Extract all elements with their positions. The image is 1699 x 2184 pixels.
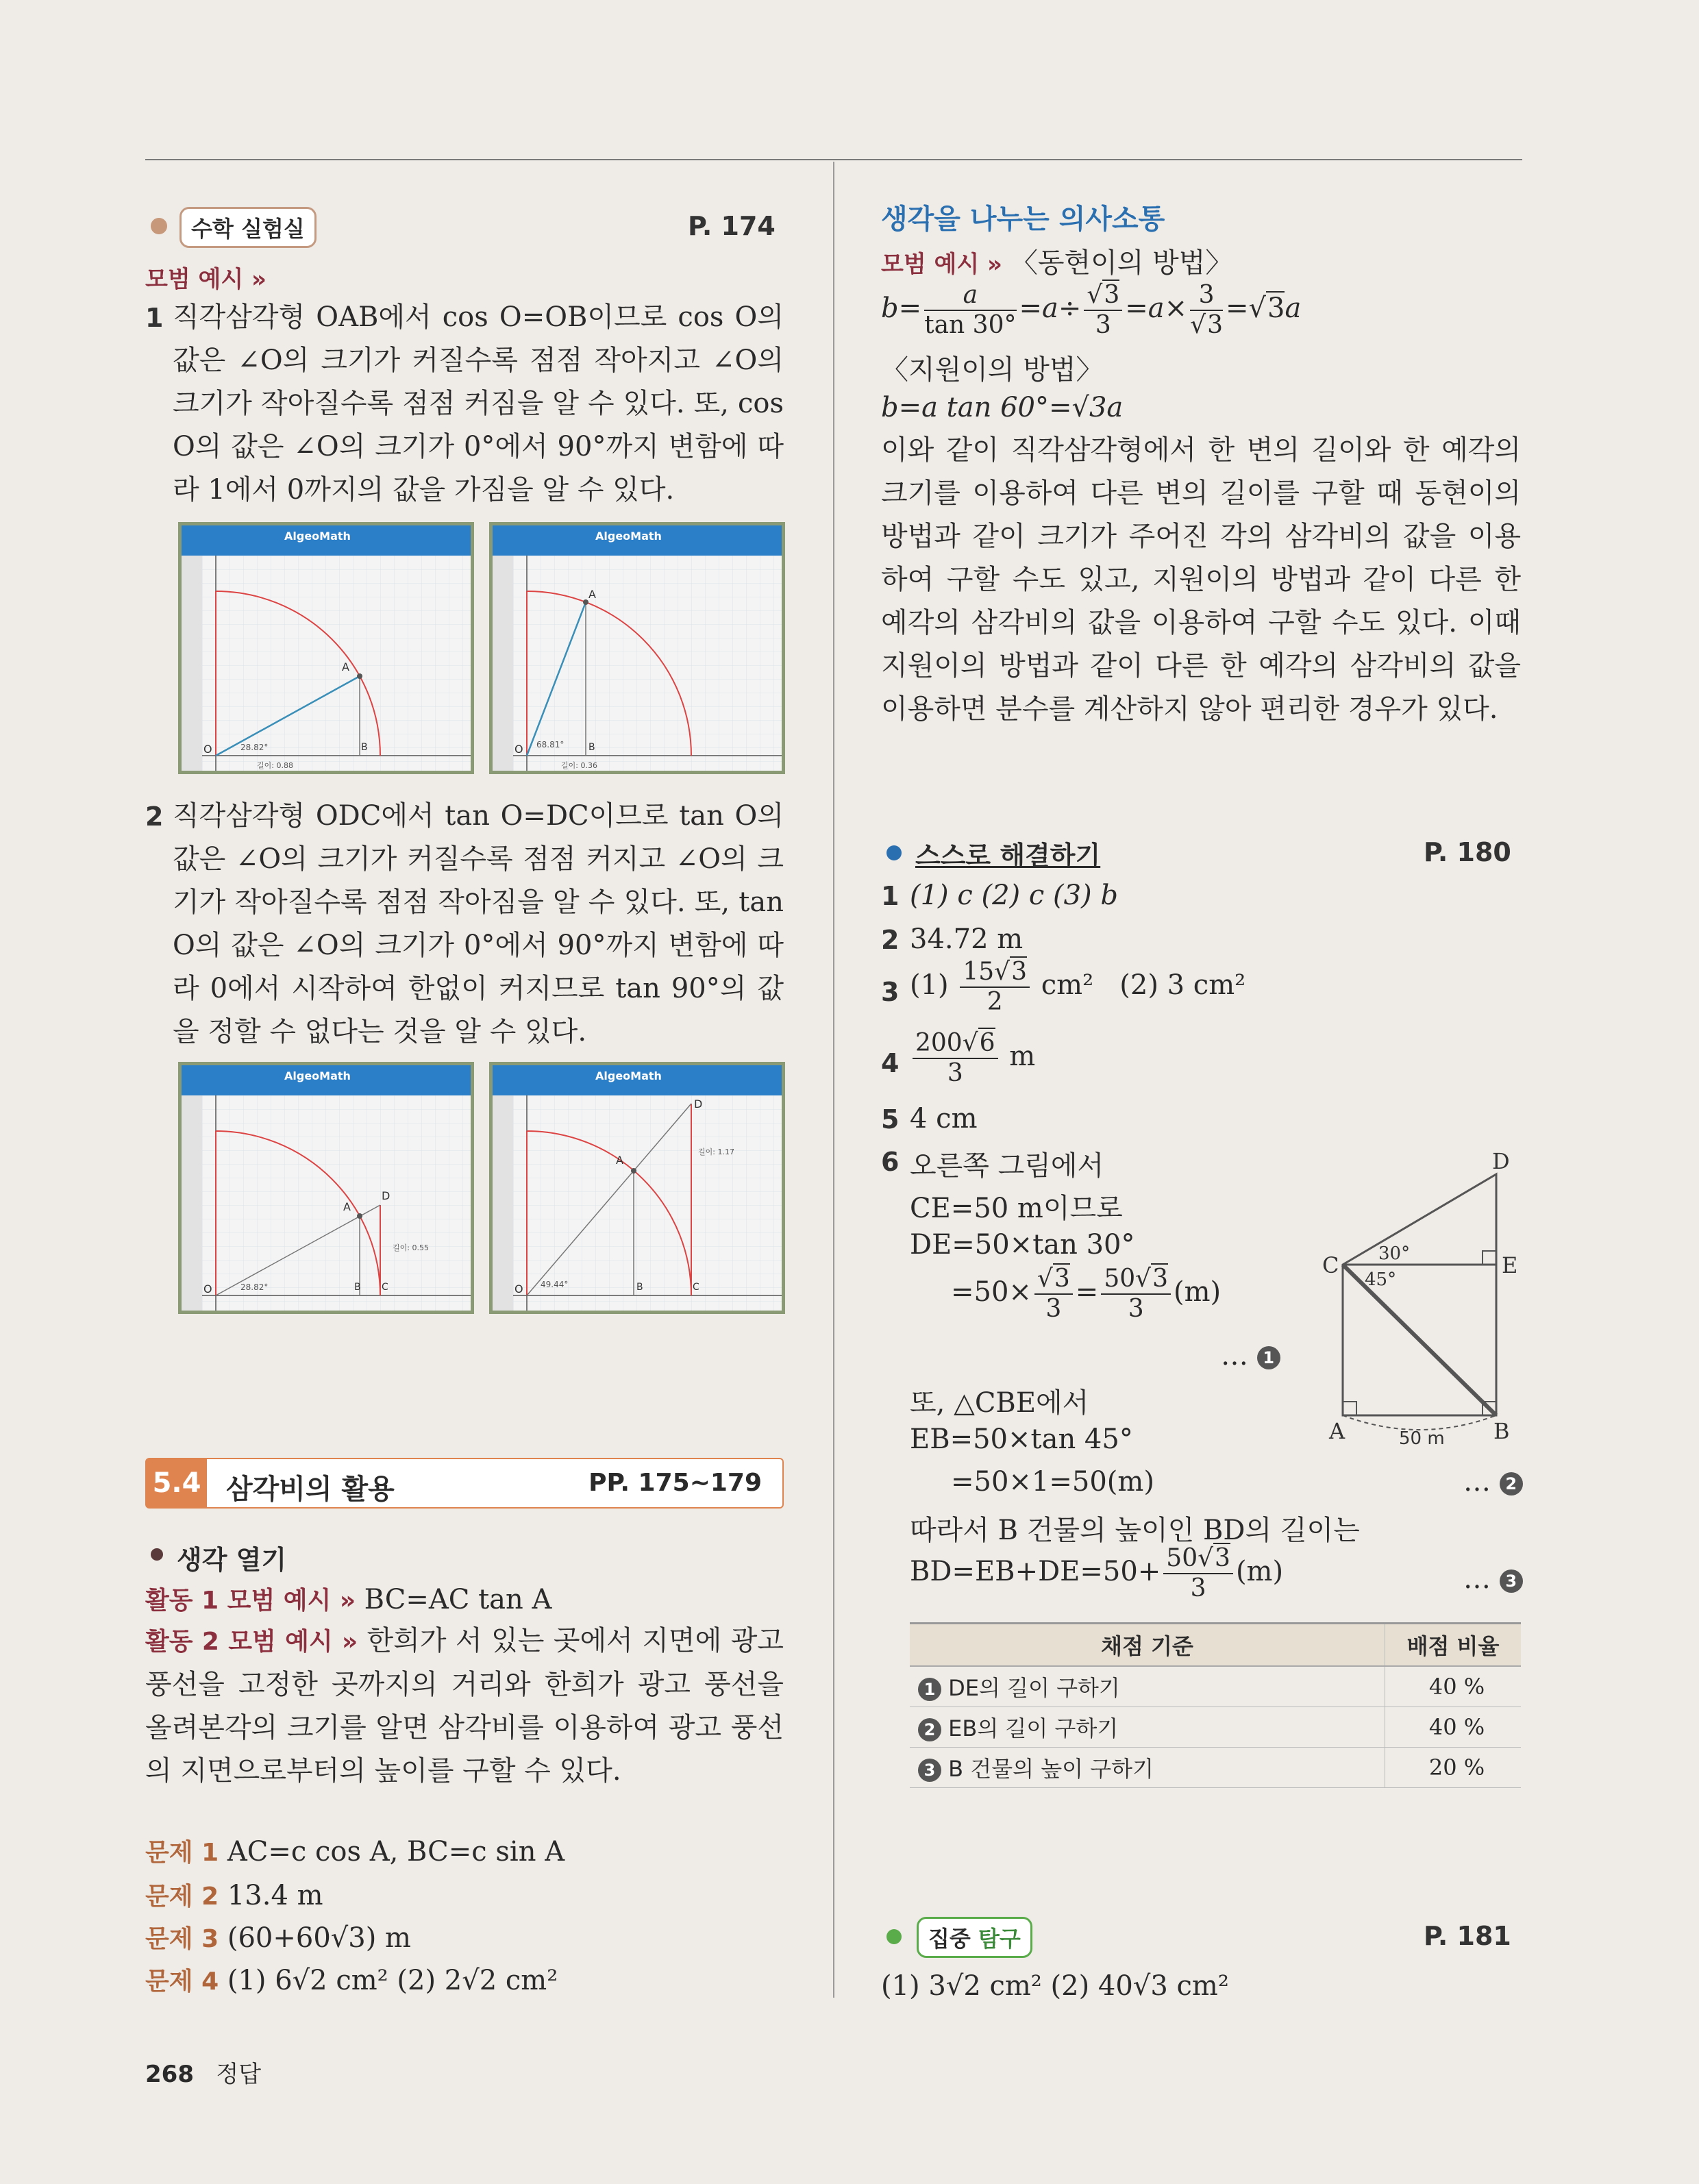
problem-2: 문제 2 13.4 m <box>145 1880 323 1911</box>
unit-circle-cos-graph <box>513 556 782 773</box>
focus-page-ref: P. 181 <box>1424 1921 1511 1951</box>
app-title: AlgeoMath <box>284 1069 351 1082</box>
lab-badge: 수학 실험실 <box>179 207 317 248</box>
svg-text:B: B <box>361 742 368 753</box>
svg-text:O: O <box>203 743 212 756</box>
svg-text:B: B <box>354 1282 361 1293</box>
answer-6-line-5: EB=50×tan 45° <box>910 1424 1133 1455</box>
algeomath-screenshot-1 <box>178 522 474 774</box>
svg-text:A: A <box>588 588 596 601</box>
angle-readout: 49.44° <box>541 1280 569 1289</box>
label-d: D <box>1492 1148 1510 1174</box>
comm-model-line: 모범 예시 » 〈동현이의 방법〉 <box>881 247 1233 279</box>
answer-6-line-6: =50×1=50(m) <box>951 1466 1154 1498</box>
angle-30: 30° <box>1378 1243 1411 1264</box>
problem-3: 문제 3 (60+60√3) m <box>145 1922 411 1954</box>
answer-6-line-7: 따라서 B 건물의 높이인 BD의 길이는 <box>910 1515 1360 1546</box>
answer-4-number: 4 <box>881 1048 900 1078</box>
lab-page-ref: P. 174 <box>688 211 776 241</box>
answer-5-number: 5 <box>881 1104 900 1134</box>
self-page-ref: P. 180 <box>1424 837 1511 867</box>
section-title: 삼각비의 활용 <box>226 1474 395 1505</box>
bullet-dot <box>151 218 167 234</box>
svg-text:A: A <box>616 1154 623 1167</box>
svg-text:O: O <box>203 1282 212 1295</box>
comm-title: 생각을 나누는 의사소통 <box>881 203 1165 235</box>
label-b: B <box>1493 1418 1510 1444</box>
answer-6-line-3: =50× $\frac{√3}{3}$ = $\frac{50√3}{3}$ (m) <box>951 1265 1221 1323</box>
answer-4: $\frac{200√6}{3}$ m <box>910 1029 1035 1088</box>
angle-readout: 68.81° <box>536 740 565 749</box>
svg-text:C: C <box>382 1282 388 1293</box>
unit-circle-tan-graph <box>202 1095 471 1313</box>
answer-2-number: 2 <box>881 925 900 955</box>
table-header-criteria: 채점 기준 <box>910 1624 1385 1667</box>
page-footer <box>145 2055 261 2089</box>
footer-label: 정답 <box>216 2061 262 2088</box>
answer-5: 4 cm <box>910 1103 978 1134</box>
step-marker-1: … 1 <box>1221 1340 1280 1372</box>
answer-1-number: 1 <box>881 881 900 911</box>
answer-6-intro: 오른쪽 그림에서 <box>910 1150 1104 1182</box>
donghyun-equation: b= $\frac{a}{\tan 30^\circ}$ =a÷ $\frac{√3}{3}$ =a× $\frac{3}{√3}$ =√3a <box>881 281 1302 339</box>
answer-3: (1) $\frac{15√3}{2}$ cm² (2) 3 cm² <box>910 958 1246 1016</box>
svg-text:D: D <box>382 1189 390 1202</box>
bullet-dot <box>886 1929 902 1944</box>
answer-6-number: 6 <box>881 1147 900 1177</box>
app-title: AlgeoMath <box>284 530 351 543</box>
answer-6-line-8: BD=EB+DE=50+ $\frac{50√3}{3}$ (m) <box>910 1544 1284 1602</box>
length-readout: 길이: 0.88 <box>257 761 293 770</box>
focus-badge: 집중 탐구 <box>917 1917 1032 1958</box>
comm-text: 이와 같이 직각삼각형에서 한 변의 길이와 한 예각의 크기를 이용하여 다른 변의 길이를 구할 때 동현이의 방법과 같이 크기가 주어진 각의 삼각비의 값을 이용하여 구할 수도 있고, 지원이의 방법과 같이 다른 한 예각의 삼각비의 값을 이용하여 구할 수도 있다. 이때 지원이의 방법과 같이 다른 한 예각의 삼각비의 값을 이용하면 분수를 계산하지 않아 편리한 경우가 있다. <box>881 434 1521 725</box>
bullet-dot <box>886 845 902 860</box>
activity-2: 활동 2 모범 예시 » 한희가 서 있는 곳에서 지면에 광고 풍선을 고정한 곳까지의 거리와 한희가 광고 풍선을 올려본각의 크기를 알면 삼각비를 이용하여 광고 풍선의 지면으로부터의 높이를 구할 수 있다. <box>145 1625 784 1787</box>
answer-6-line-4: 또, △CBE에서 <box>910 1387 1089 1419</box>
svg-text:B: B <box>636 1282 643 1293</box>
unit-circle-tan-graph <box>513 1095 782 1313</box>
label-c: C <box>1322 1252 1339 1278</box>
answer-2: 34.72 m <box>910 923 1024 955</box>
section-header <box>145 1458 784 1509</box>
page-number: 268 <box>145 2061 194 2088</box>
tool-sidebar <box>493 556 513 771</box>
app-title: AlgeoMath <box>595 1069 662 1082</box>
model-example-label: 모범 예시 » <box>145 266 267 293</box>
svg-text:O: O <box>514 743 523 756</box>
length-readout: 길이: 0.55 <box>393 1243 429 1252</box>
answer-1: (1) c (2) c (3) b <box>910 880 1118 911</box>
column-divider <box>833 162 834 1998</box>
label-e: E <box>1502 1252 1518 1278</box>
problem-1: 문제 1 AC=c cos A, BC=c sin A <box>145 1836 565 1867</box>
table-header-ratio: 배점 비율 <box>1385 1624 1522 1667</box>
svg-text:A: A <box>342 660 349 673</box>
section-pages: PP. 175~179 <box>588 1469 762 1497</box>
label-a: A <box>1329 1418 1345 1444</box>
jiwon-label: 〈지원이의 방법〉 <box>881 354 1104 386</box>
algeomath-screenshot-4 <box>489 1062 785 1314</box>
length-readout: 길이: 1.17 <box>698 1147 734 1156</box>
self-title: 스스로 해결하기 <box>915 841 1101 871</box>
table-row: 1 DE의 길이 구하기 40 % <box>910 1666 1521 1707</box>
focus-answer: (1) 3√2 cm² (2) 40√3 cm² <box>881 1970 1229 2002</box>
problem-4: 문제 4 (1) 6√2 cm² (2) 2√2 cm² <box>145 1965 558 1996</box>
tool-sidebar <box>182 556 202 771</box>
answer-6-line-1: CE=50 m이므로 <box>910 1193 1123 1224</box>
step-marker-3: … 3 <box>1463 1563 1523 1595</box>
item-2-number: 2 <box>145 802 164 832</box>
answer-3-number: 3 <box>881 977 900 1007</box>
app-title: AlgeoMath <box>595 530 662 543</box>
item-2-text: 직각삼각형 ODC에서 tan O=DC이므로 tan O의 값은 ∠O의 크기가 커질수록 점점 커지고 ∠O의 크기가 작아질수록 점점 작아짐을 알 수 있다. 또, tan O의 값은 ∠O의 크기가 0°에서 90°까지 변함에 따라 0에서 시작하여 한없이 커지므로 tan 90°의 값을 정할 수 없다는 것을 알 수 있다. <box>173 800 784 1047</box>
scoring-table <box>910 1622 1521 1788</box>
length-readout: 길이: 0.36 <box>561 761 597 770</box>
svg-text:A: A <box>343 1200 351 1213</box>
building-figure <box>1315 1148 1521 1450</box>
table-row: 2 EB의 길이 구하기 40 % <box>910 1707 1521 1748</box>
think-title: 생각 열기 <box>177 1545 287 1575</box>
svg-text:O: O <box>514 1282 523 1295</box>
step-marker-2: … 2 <box>1463 1466 1523 1498</box>
angle-readout: 28.82° <box>240 743 269 752</box>
svg-text:B: B <box>588 742 595 753</box>
activity-1: 활동 1 모범 예시 » BC=AC tan A <box>145 1584 552 1615</box>
item-1-number: 1 <box>145 303 164 333</box>
table-row: 3 B 건물의 높이 구하기 20 % <box>910 1748 1521 1788</box>
top-rule <box>145 159 1522 160</box>
unit-circle-cos-graph <box>202 556 471 773</box>
tool-sidebar <box>493 1095 513 1311</box>
svg-text:D: D <box>694 1097 703 1110</box>
section-number: 5.4 <box>147 1459 207 1507</box>
bullet-dot <box>151 1548 163 1561</box>
distance-label: 50 m <box>1399 1428 1445 1449</box>
tool-sidebar <box>182 1095 202 1311</box>
algeomath-screenshot-3 <box>178 1062 474 1314</box>
algeomath-screenshot-2 <box>489 522 785 774</box>
svg-text:C: C <box>693 1282 699 1293</box>
angle-45: 45° <box>1365 1269 1397 1290</box>
item-1-text: 직각삼각형 OAB에서 cos O=OB이므로 cos O의 값은 ∠O의 크기가 커질수록 점점 작아지고 ∠O의 크기가 작아질수록 점점 커짐을 알 수 있다. 또, cos O의 값은 ∠O의 크기가 0°에서 90°까지 변함에 따라 1에서 0까지의 값을 가짐을 알 수 있다. <box>173 301 784 506</box>
jiwon-equation: b=a tan 60°=√3a <box>881 392 1124 423</box>
angle-readout: 28.82° <box>240 1282 269 1292</box>
answer-6-line-2: DE=50×tan 30° <box>910 1229 1135 1261</box>
